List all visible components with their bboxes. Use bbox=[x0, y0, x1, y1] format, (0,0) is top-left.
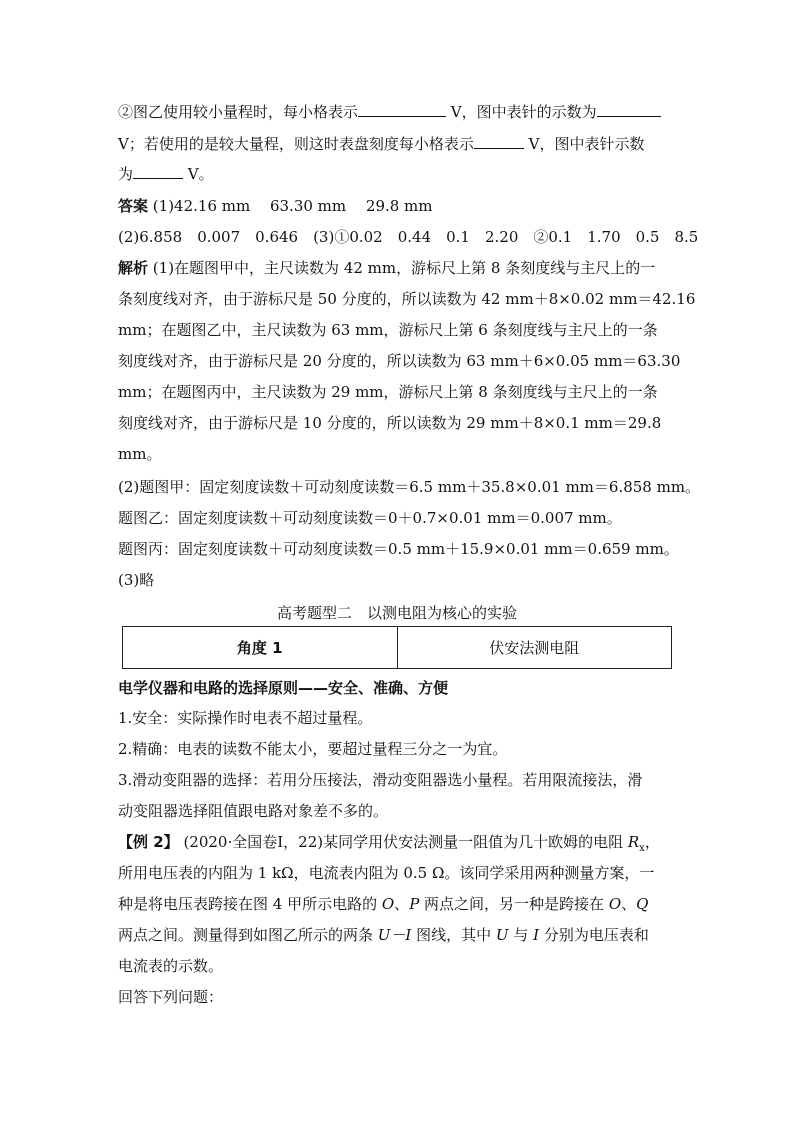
question-text: V，图中表针的示数为 bbox=[446, 103, 597, 121]
example-text: 、 bbox=[621, 895, 637, 913]
variable: U－I bbox=[377, 926, 412, 944]
analysis-line: (3)略 bbox=[118, 571, 155, 589]
answer-blank bbox=[133, 164, 183, 179]
answer-blank bbox=[474, 134, 524, 149]
analysis-line: (2)题图甲：固定刻度读数＋可动刻度读数＝6.5 mm＋35.8×0.01 mm＝6.858 mm。 bbox=[118, 478, 701, 496]
angle-topic: 伏安法测电阻 bbox=[397, 627, 672, 669]
example-line: 电流表的示数。 bbox=[118, 957, 224, 975]
answer-blank bbox=[358, 102, 446, 117]
analysis-label: 解析 bbox=[118, 259, 149, 277]
answer-blank bbox=[597, 102, 661, 117]
analysis-line: 题图乙：固定刻度读数＋可动刻度读数＝0＋0.7×0.01 mm＝0.007 mm。 bbox=[118, 509, 622, 527]
example-text: 与 bbox=[508, 926, 534, 944]
example-text: 、 bbox=[394, 895, 410, 913]
analysis-line: mm；在题图乙中，主尺读数为 63 mm，游标尺上第 6 条刻度线与主尺上的一条 bbox=[118, 321, 658, 339]
example-text: ， bbox=[644, 833, 660, 851]
analysis-line: 题图丙：固定刻度读数＋可动刻度读数＝0.5 mm＋15.9×0.01 mm＝0.659 mm。 bbox=[118, 540, 679, 558]
example-label: 【例 2】 bbox=[118, 833, 179, 851]
answer-text: (1)42.16 mm 63.30 mm 29.8 mm bbox=[152, 197, 433, 215]
analysis-line: mm；在题图丙中，主尺读数为 29 mm，游标尺上第 8 条刻度线与主尺上的一条 bbox=[118, 383, 658, 401]
question-text: V；若使用的是较大量程，则这时表盘刻度每小格表示 bbox=[118, 135, 474, 153]
example-text: 种是将电压表跨接在图 4 甲所示电路的 bbox=[118, 895, 382, 913]
question-text: V。 bbox=[183, 165, 214, 183]
example-text: (2020·全国卷Ⅰ，22)某同学用伏安法测量一阻值为几十欧姆的电阻 bbox=[178, 833, 628, 851]
example-line bbox=[118, 925, 649, 945]
principle-item: 动变阻器选择阻值跟电路对象差不多的。 bbox=[118, 802, 389, 820]
example-text: 两点之间，另一种是跨接在 bbox=[419, 895, 609, 913]
analysis-line: mm。 bbox=[118, 445, 162, 463]
question-line-2 bbox=[118, 134, 644, 154]
answer-line-2 bbox=[118, 227, 698, 247]
analysis-line: 刻度线对齐，由于游标尺是 20 分度的，所以读数为 63 mm＋6×0.05 mm＝63.30 bbox=[118, 352, 681, 370]
section-title: 高考题型二 以测电阻为核心的实验 bbox=[276, 604, 517, 622]
principle-item: 2.精确：电表的读数不能太小，要超过量程三分之一为宜。 bbox=[118, 740, 508, 758]
analysis-line bbox=[118, 258, 655, 278]
answer-line-1 bbox=[118, 196, 433, 216]
angle-label: 角度 1 bbox=[123, 627, 398, 669]
question-line-3 bbox=[118, 164, 214, 184]
analysis-line: 刻度线对齐，由于游标尺是 10 分度的，所以读数为 29 mm＋8×0.1 mm＝29.8 bbox=[118, 414, 662, 432]
question-text: 为 bbox=[118, 165, 134, 183]
variable-subscript: x bbox=[639, 843, 645, 854]
example-line: 回答下列问题： bbox=[118, 988, 224, 1006]
example-line bbox=[118, 894, 648, 914]
variable: O bbox=[608, 895, 622, 913]
example-text: 两点之间。测量得到如图乙所示的两条 bbox=[118, 926, 378, 944]
question-text: ②图乙使用较小量程时，每小格表示 bbox=[118, 103, 359, 121]
variable: R bbox=[627, 833, 640, 851]
example-line: 所用电压表的内阻为 1 kΩ，电流表内阻为 0.5 Ω。该同学采用两种测量方案，一 bbox=[118, 864, 655, 882]
variable: I bbox=[533, 926, 540, 944]
variable: O bbox=[381, 895, 395, 913]
example-text: 图线，其中 bbox=[411, 926, 496, 944]
variable: P bbox=[409, 895, 420, 913]
question-text: V，图中表针示数 bbox=[523, 135, 645, 153]
principle-item: 3.滑动变阻器的选择：若用分压接法，滑动变阻器选小量程。若用限流接法，滑 bbox=[118, 771, 643, 789]
principles-heading: 电学仪器和电路的选择原则——安全、准确、方便 bbox=[118, 679, 449, 697]
analysis-line: 条刻度线对齐，由于游标尺是 50 分度的，所以读数为 42 mm＋8×0.02 mm＝42.16 bbox=[118, 290, 696, 308]
principle-item: 1.安全：实际操作时电表不超过量程。 bbox=[118, 709, 373, 727]
example-text: 分别为电压表和 bbox=[539, 926, 649, 944]
example-line bbox=[118, 832, 660, 859]
angle-table bbox=[122, 626, 672, 669]
variable: U bbox=[495, 926, 509, 944]
answer-text: (2)6.858 0.007 0.646 (3)①0.02 0.44 0.1 2.20 ②0.1 1.70 0.5 8.5 bbox=[118, 228, 699, 246]
analysis-text: (1)在题图甲中，主尺读数为 42 mm，游标尺上第 8 条刻度线与主尺上的一 bbox=[152, 259, 656, 277]
question-line-1 bbox=[118, 102, 661, 122]
answer-label: 答案 bbox=[118, 197, 149, 215]
variable: Q bbox=[636, 895, 649, 913]
